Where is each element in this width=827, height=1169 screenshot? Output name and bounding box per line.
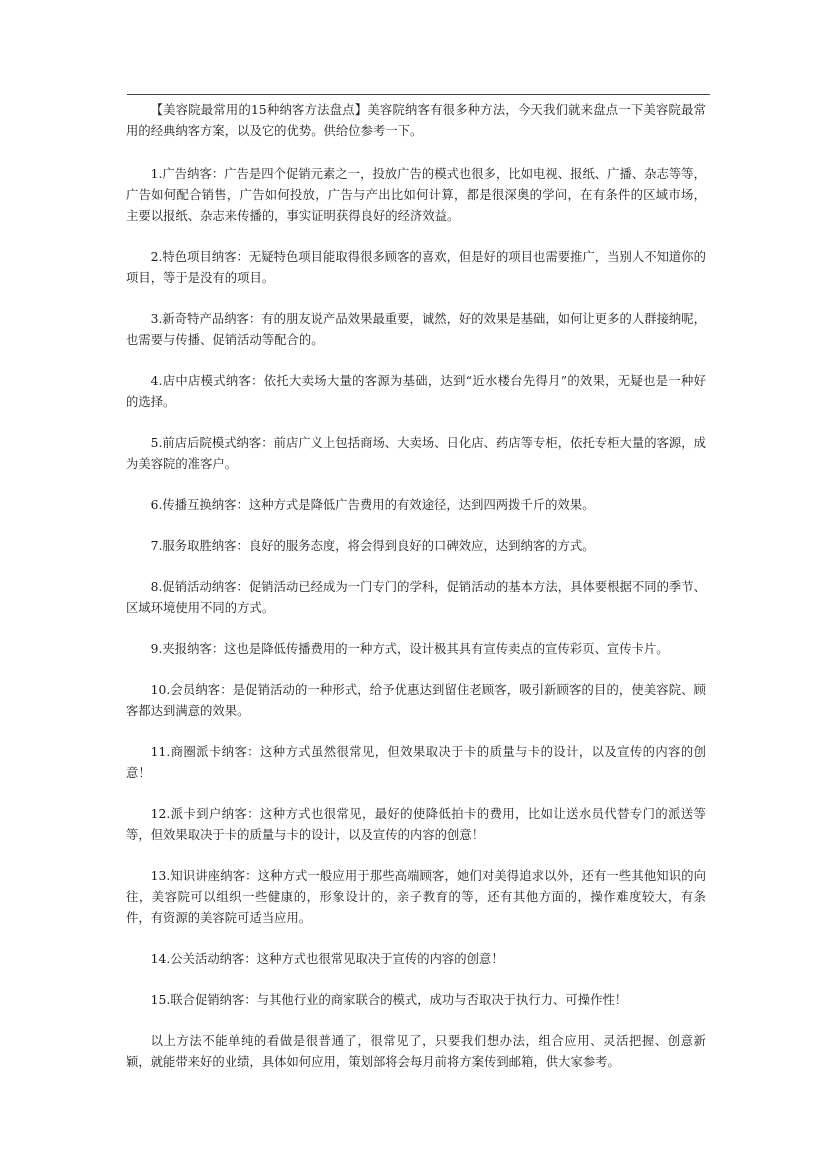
method-10-paragraph: 10.会员纳客：是促销活动的一种形式，给予优惠达到留住老顾客，吸引新顾客的目的，使美容院、顾客都达到满意的效果。 — [126, 683, 706, 718]
method-13-paragraph: 13.知识讲座纳客：这种方式一般应用于那些高端顾客，她们对美得追求以外，还有一些其他知识的向往，美容院可以组织一些健康的，形象设计的，亲子教育的等，还有其他方面的，操作难度较大，有条件，有资源的美容院可适当应用。 — [126, 869, 706, 925]
method-7-paragraph: 7.服务取胜纳客：良好的服务态度，将会得到良好的口碑效应，达到纳客的方式。 — [150, 539, 595, 553]
document-body — [126, 100, 706, 1093]
method-6-paragraph: 6.传播互换纳客：这种方式是降低广告费用的有效途径，达到四两拨千斤的效果。 — [150, 498, 595, 512]
method-11-paragraph: 11.商圈派卡纳客：这种方式虽然很常见，但效果取决于卡的质量与卡的设计，以及宣传的内容的创意！ — [126, 745, 706, 780]
method-5-paragraph: 5.前店后院模式纳客：前店广义上包括商场、大卖场、日化店、药店等专柜，依托专柜大量的客源，成为美容院的准客户。 — [126, 436, 706, 471]
method-2-paragraph: 2.特色项目纳客：无疑特色项目能取得很多顾客的喜欢，但是好的项目也需要推广，当别人不知道你的项目，等于是没有的项目。 — [126, 250, 706, 285]
method-14-paragraph: 14.公关活动纳客：这种方式也很常见取决于宣传的内容的创意！ — [150, 952, 504, 966]
method-1-paragraph: 1.广告纳客：广告是四个促销元素之一，投放广告的模式也很多，比如电视、报纸、广播、杂志等等，广告如何配合销售，广告如何投放，广告与产出比如何计算，都是很深奥的学问，在有条件的区域市场，主要以报纸、杂志来传播的，事实证明获得良好的经济效益。 — [126, 167, 706, 223]
intro-paragraph: 【美容院最常用的15种纳客方法盘点】美容院纳客有很多种方法，今天我们就来盘点一下美容院最常用的经典纳客方案，以及它的优势。供给位参考一下。 — [126, 103, 706, 138]
conclusion-paragraph: 以上方法不能单纯的看做是很普通了，很常见了，只要我们想办法，组合应用、灵活把握、创意新颖，就能带来好的业绩，具体如何应用，策划部将会每月前将方案传到邮箱，供大家参考。 — [126, 1034, 706, 1069]
method-8-paragraph: 8.促销活动纳客：促销活动已经成为一门专门的学科，促销活动的基本方法，具体要根据不同的季节、区域环境使用不同的方式。 — [126, 580, 706, 615]
method-12-paragraph: 12.派卡到户纳客：这种方式也很常见，最好的使降低拍卡的费用，比如让送水员代替专门的派送等等，但效果取决于卡的质量与卡的设计，以及宣传的内容的创意！ — [126, 807, 706, 842]
header-rule — [127, 94, 710, 95]
method-3-paragraph: 3.新奇特产品纳客：有的朋友说产品效果最重要，诚然，好的效果是基础，如何让更多的人群接纳呢，也需要与传播、促销活动等配合的。 — [126, 312, 706, 347]
method-9-paragraph: 9.夹报纳客：这也是降低传播费用的一种方式，设计极其具有宣传卖点的宣传彩页、宣传卡片。 — [150, 642, 669, 656]
method-15-paragraph: 15.联合促销纳客：与其他行业的商家联合的模式，成功与否取决于执行力、可操作性！ — [150, 993, 628, 1007]
method-4-paragraph: 4.店中店模式纳客：依托大卖场大量的客源为基础，达到“近水楼台先得月”的效果，无疑也是一种好的选择。 — [126, 374, 706, 409]
